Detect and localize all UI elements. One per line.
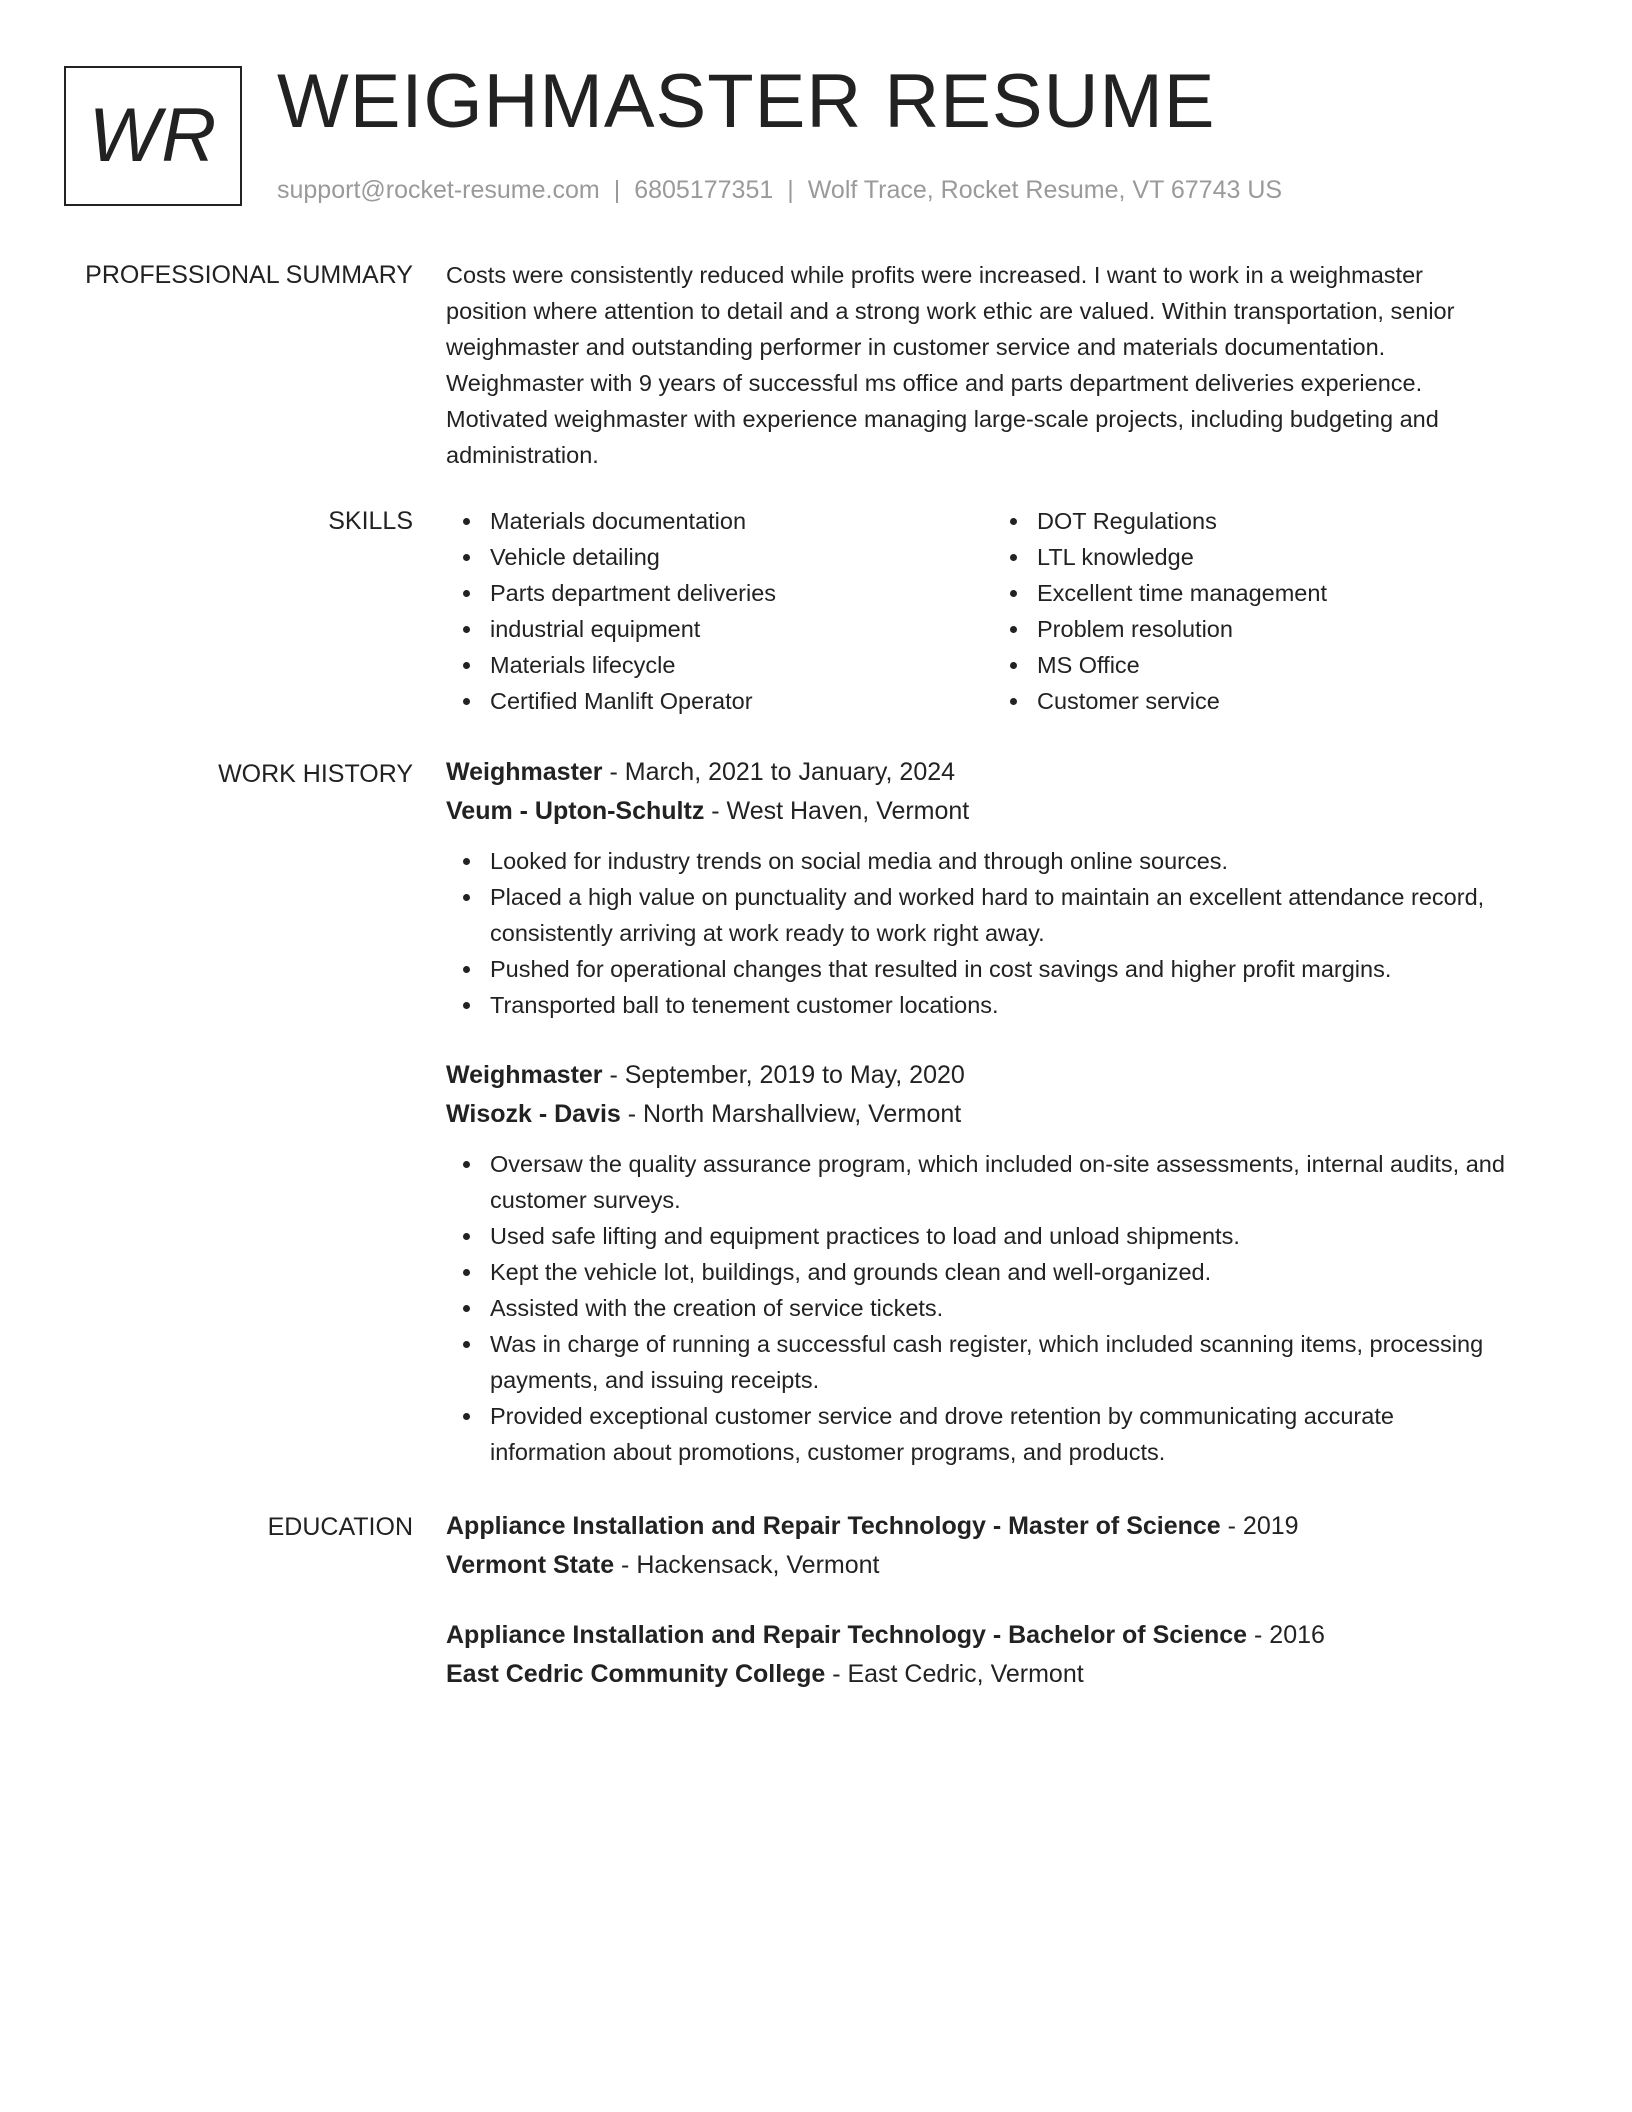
- education-entry: [446, 1507, 1556, 1585]
- summary-line: administration.: [446, 442, 599, 468]
- bullet-text: Looked for industry trends on social media and through online sources.: [490, 848, 1229, 874]
- summary-line: position where attention to detail and a strong work ethic are valued. Within transportation, senior: [446, 298, 1455, 324]
- job-location: - West Haven, Vermont: [704, 797, 970, 825]
- contact-separator: |: [613, 176, 621, 204]
- skill-item: industrial equipment: [490, 611, 993, 647]
- bullet-text: Oversaw the quality assurance program, which included on-site assessments, internal audits, and: [490, 1151, 1505, 1177]
- job-bullet: [490, 1398, 1556, 1470]
- summary-line: weighmaster and outstanding performer in customer service and materials documentation.: [446, 334, 1386, 360]
- bullet-text: information about promotions, customer programs, and products.: [490, 1439, 1166, 1465]
- bullet-text: Provided exceptional customer service and drove retention by communicating accurate: [490, 1403, 1394, 1429]
- contact-email: support@rocket-resume.com: [277, 176, 600, 204]
- bullet-text: customer surveys.: [490, 1187, 681, 1213]
- contact-address: Wolf Trace, Rocket Resume, VT 67743 US: [807, 176, 1283, 204]
- job-title: Weighmaster: [446, 758, 603, 786]
- job-bullet: [490, 843, 1556, 879]
- skill-item: Problem resolution: [1037, 611, 1540, 647]
- skills-body: [446, 503, 1556, 719]
- skill-item: Customer service: [1037, 683, 1540, 719]
- degree-line: [446, 1616, 1556, 1655]
- skills-column-left: [446, 503, 993, 719]
- education-label: EDUCATION: [267, 1513, 413, 1541]
- job-bullet: [490, 1218, 1556, 1254]
- monogram-box: [64, 66, 242, 206]
- school-location: - East Cedric, Vermont: [825, 1660, 1084, 1688]
- degree-year: - 2019: [1220, 1512, 1299, 1540]
- bullet-text: Transported ball to tenement customer locations.: [490, 992, 999, 1018]
- contact-phone: 6805177351: [634, 176, 774, 204]
- skills-column-right: [993, 503, 1540, 719]
- skill-item: Materials lifecycle: [490, 647, 993, 683]
- skill-item: MS Office: [1037, 647, 1540, 683]
- job-entry: [446, 1056, 1556, 1470]
- job-dates: - September, 2019 to May, 2020: [602, 1061, 965, 1089]
- education-entry: [446, 1616, 1556, 1694]
- summary-label: PROFESSIONAL SUMMARY: [85, 261, 413, 289]
- job-bullet: [490, 879, 1556, 951]
- bullet-text: Pushed for operational changes that resulted in cost savings and higher profit margins.: [490, 956, 1392, 982]
- degree-name: Appliance Installation and Repair Technology - Master of Science: [446, 1512, 1221, 1540]
- skills-label: SKILLS: [328, 507, 413, 535]
- skill-item: DOT Regulations: [1037, 503, 1540, 539]
- job-bullet: [490, 1254, 1556, 1290]
- bullet-text: payments, and issuing receipts.: [490, 1367, 820, 1393]
- school-name: East Cedric Community College: [446, 1660, 826, 1688]
- bullet-text: consistently arriving at work ready to work right away.: [490, 920, 1045, 946]
- degree-line: [446, 1507, 1556, 1546]
- skill-item: LTL knowledge: [1037, 539, 1540, 575]
- contact-separator: |: [787, 176, 794, 204]
- job-title-line: [446, 753, 1556, 792]
- summary-line: Motivated weighmaster with experience managing large-scale projects, including budgeting and: [446, 406, 1439, 432]
- job-company-line: [446, 792, 1556, 831]
- bullet-text: Assisted with the creation of service tickets.: [490, 1295, 944, 1321]
- job-company: Veum - Upton-Schultz: [446, 797, 705, 825]
- school-line: [446, 1546, 1556, 1585]
- monogram-initials: WR: [88, 93, 218, 178]
- job-bullets: [446, 1146, 1556, 1470]
- contact-line: [277, 174, 1282, 206]
- bullet-text: Was in charge of running a successful cash register, which included scanning items, processing: [490, 1331, 1484, 1357]
- skill-item: Vehicle detailing: [490, 539, 993, 575]
- job-bullet: [490, 987, 1556, 1023]
- job-dates: - March, 2021 to January, 2024: [602, 758, 956, 786]
- skill-item: Excellent time management: [1037, 575, 1540, 611]
- summary-body: [446, 257, 1556, 473]
- job-bullet: [490, 951, 1556, 987]
- job-location: - North Marshallview, Vermont: [620, 1100, 962, 1128]
- job-title-line: [446, 1056, 1556, 1095]
- skill-item: Parts department deliveries: [490, 575, 993, 611]
- work-label: WORK HISTORY: [218, 760, 413, 788]
- summary-line: Costs were consistently reduced while profits were increased. I want to work in a weighmaster: [446, 262, 1423, 288]
- resume-title: WEIGHMASTER RESUME: [277, 59, 1216, 144]
- job-bullets: [446, 843, 1556, 1023]
- school-location: - Hackensack, Vermont: [614, 1551, 880, 1579]
- degree-year: - 2016: [1247, 1621, 1325, 1649]
- skill-item: Certified Manlift Operator: [490, 683, 993, 719]
- job-company: Wisozk - Davis: [446, 1100, 621, 1128]
- job-entry: [446, 753, 1556, 1023]
- bullet-text: Placed a high value on punctuality and worked hard to maintain an excellent attendance record,: [490, 884, 1485, 910]
- bullet-text: Used safe lifting and equipment practices to load and unload shipments.: [490, 1223, 1240, 1249]
- job-bullet: [490, 1326, 1556, 1398]
- summary-line: Weighmaster with 9 years of successful ms office and parts department deliveries experience.: [446, 370, 1423, 396]
- job-company-line: [446, 1095, 1556, 1134]
- school-name: Vermont State: [446, 1551, 615, 1579]
- job-title: Weighmaster: [446, 1061, 603, 1089]
- degree-name: Appliance Installation and Repair Technology - Bachelor of Science: [446, 1621, 1248, 1649]
- job-bullet: [490, 1146, 1556, 1218]
- skill-item: Materials documentation: [490, 503, 993, 539]
- bullet-text: Kept the vehicle lot, buildings, and grounds clean and well-organized.: [490, 1259, 1212, 1285]
- school-line: [446, 1655, 1556, 1694]
- job-bullet: [490, 1290, 1556, 1326]
